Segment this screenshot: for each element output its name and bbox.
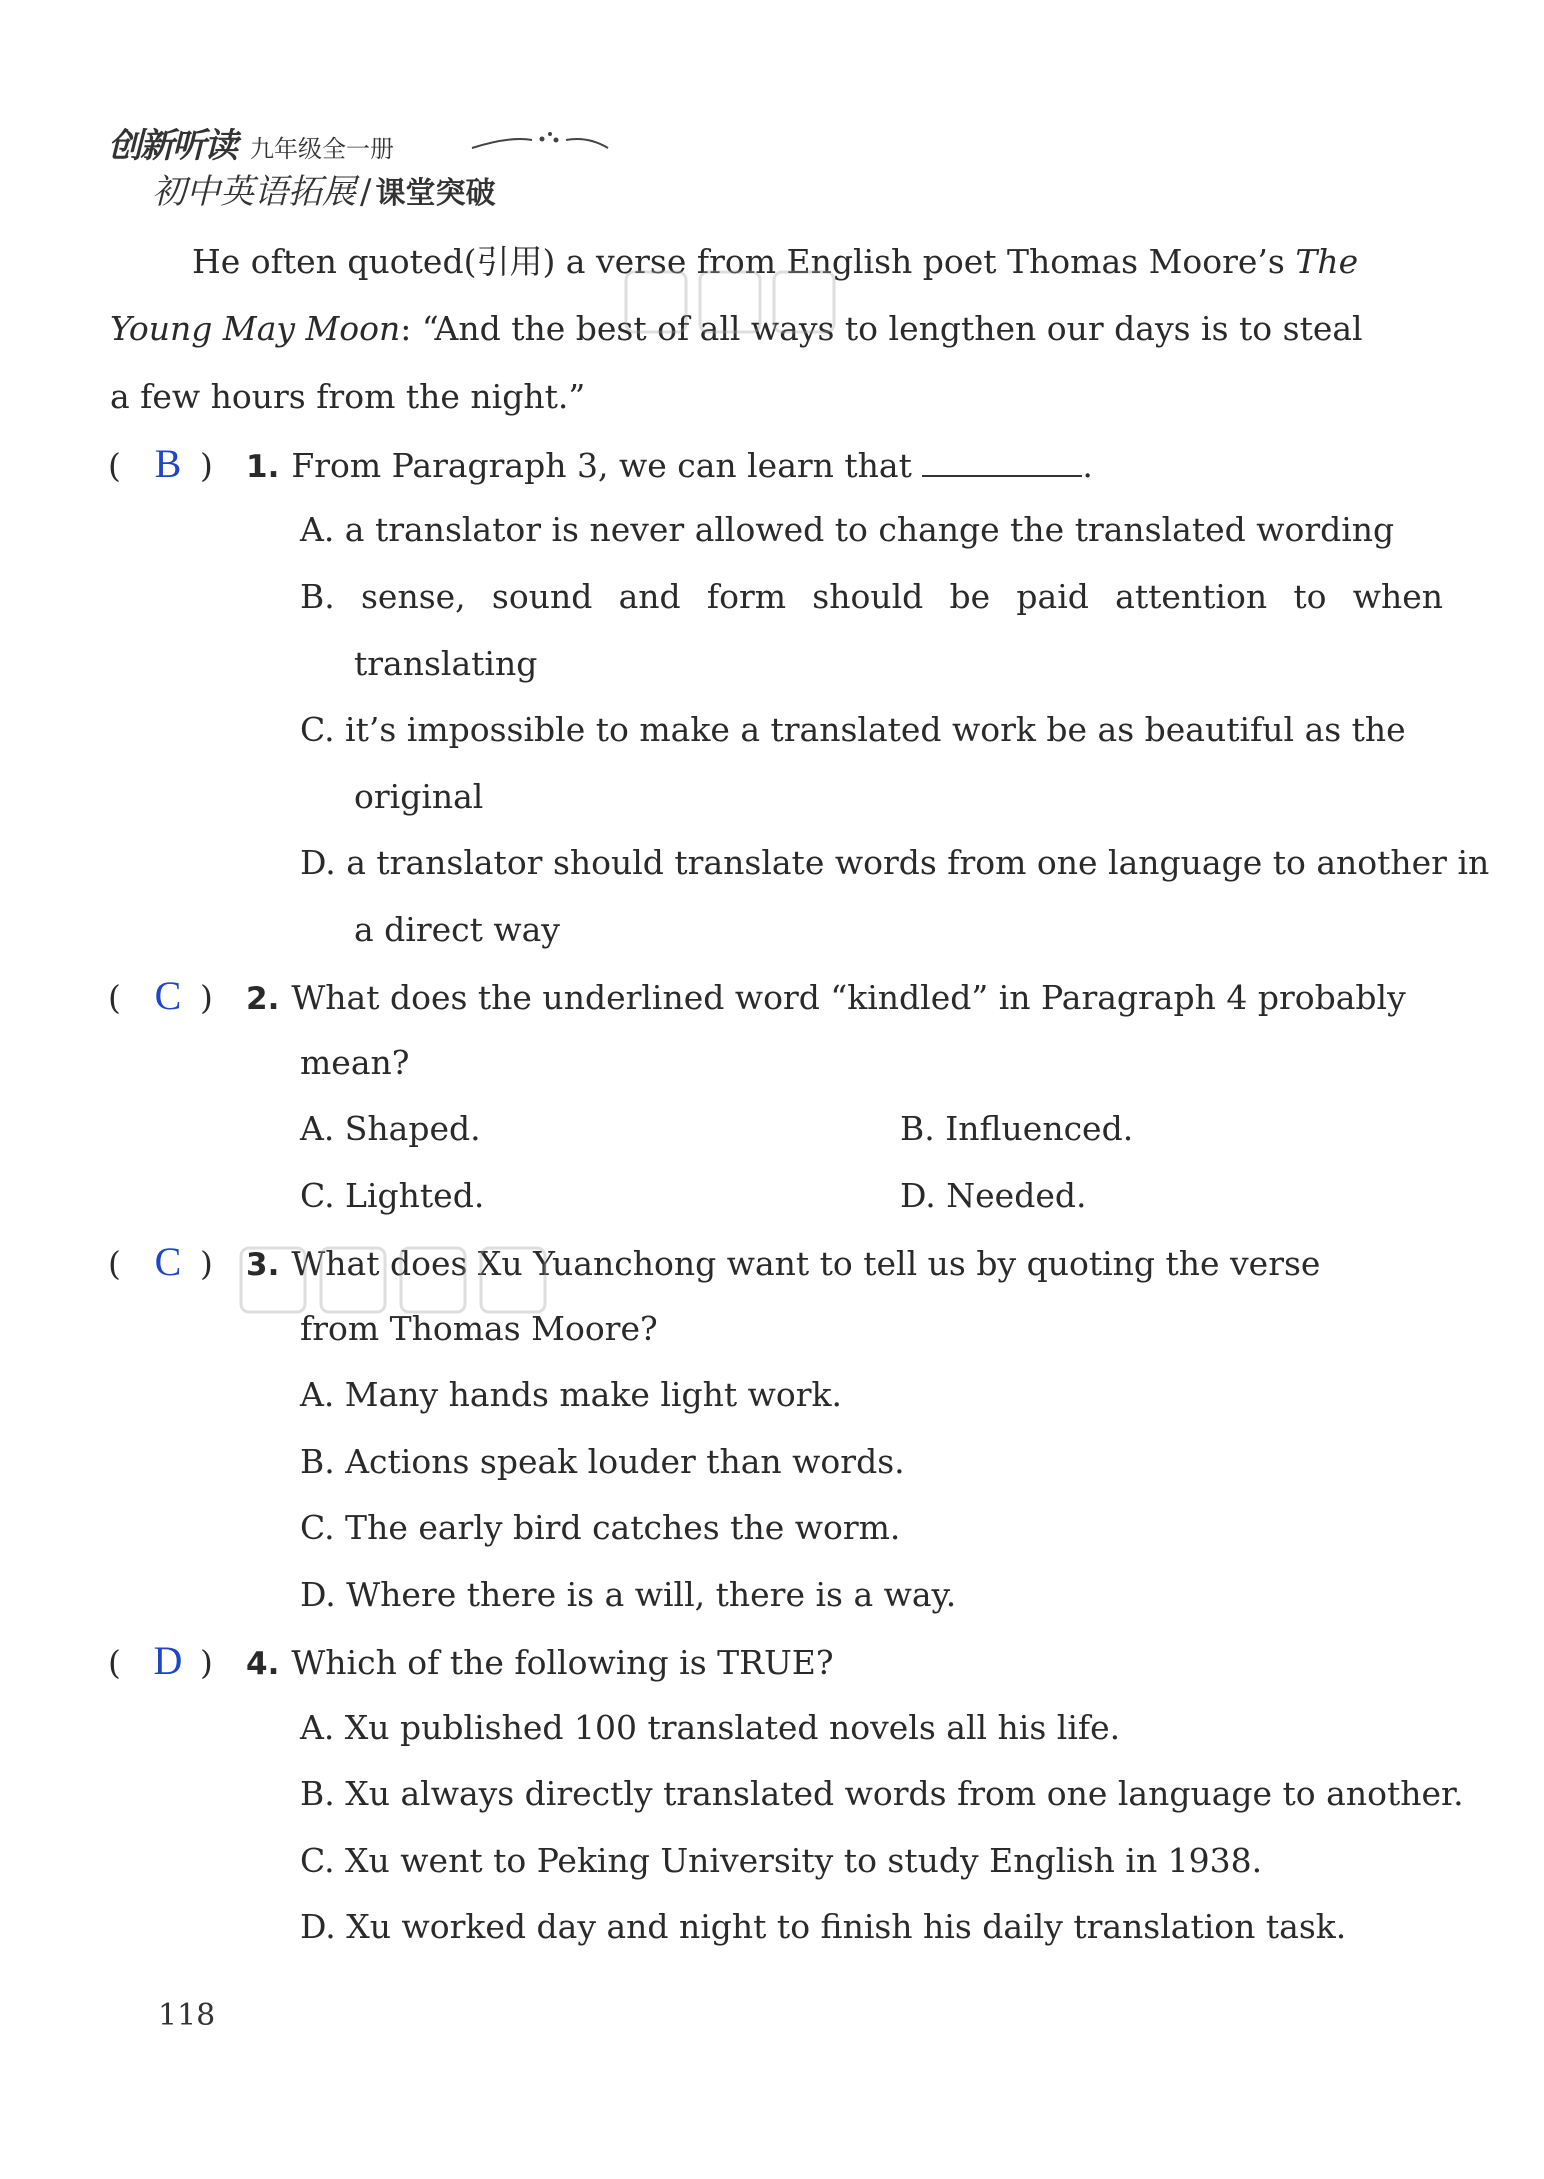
question-stem: Which of the following is TRUE?	[291, 1643, 834, 1682]
answer-blank	[922, 445, 1082, 477]
option-c: C. Xu went to Peking University to study English in 1938.	[300, 1841, 1263, 1880]
section-title: 课堂突破	[375, 176, 496, 211]
answer-bracket: ( C )	[108, 973, 213, 1018]
question-stem-cont: from Thomas Moore?	[300, 1309, 658, 1348]
option-a: A. Many hands make light work.	[300, 1375, 842, 1414]
question-stem-cont: mean?	[300, 1043, 410, 1082]
option-d: D. a translator should translate words from one language to another in	[300, 843, 1490, 882]
option-d: D. Needed.	[900, 1176, 1087, 1215]
answer-mark: B	[154, 441, 182, 486]
option-a: A. a translator is never allowed to change the translated wording	[300, 510, 1395, 549]
option-b-cont: translating	[354, 644, 538, 683]
option-a: A. Shaped.	[300, 1109, 481, 1148]
question-1: ( B ) 1. From Paragraph 3, we can learn that .	[108, 441, 1093, 486]
option-c: C. The early bird catches the worm.	[300, 1508, 901, 1547]
option-c: C. it’s impossible to make a translated work be as beautiful as the	[300, 710, 1406, 749]
question-stem: From Paragraph 3, we can learn that	[291, 446, 912, 485]
header-slash: ∕	[360, 172, 372, 212]
question-number: 3.	[246, 1247, 280, 1283]
watermark-icon	[235, 1240, 595, 1320]
header-ornament-icon	[470, 126, 610, 156]
subject-title: 初中英语拓展	[152, 172, 356, 212]
answer-mark: D	[153, 1638, 183, 1683]
answer-bracket: ( D )	[108, 1638, 213, 1683]
option-c: C. Lighted.	[300, 1176, 485, 1215]
passage-text: He often quoted(引用) a verse from English poet Thomas Moore’s	[192, 242, 1296, 281]
page-header-section	[152, 164, 495, 210]
poem-title-part: The	[1295, 242, 1359, 281]
grade-label: 九年级全一册	[250, 135, 394, 163]
passage-text: : “And the best of all ways to lengthen our days is to steal	[400, 309, 1363, 348]
option-text: B. sense, sound and form should be paid attention to when	[300, 577, 1443, 616]
question-2	[108, 974, 1443, 1021]
page-header-series	[108, 118, 394, 166]
question-stem: What does Xu Yuanchong want to tell us by quoting the verse	[291, 1244, 1321, 1283]
option-b: B. Actions speak louder than words.	[300, 1442, 905, 1481]
question-4	[108, 1639, 1443, 1686]
question-stem: What does the underlined word “kindled” in Paragraph 4 probably	[291, 978, 1406, 1017]
option-c-cont: original	[354, 777, 484, 816]
series-title: 创新听读	[108, 126, 236, 166]
question-number: 1.	[246, 449, 280, 485]
option-d: D. Xu worked day and night to finish his daily translation task.	[300, 1907, 1347, 1946]
answer-mark: C	[154, 973, 182, 1018]
option-d: D. Where there is a will, there is a way.	[300, 1575, 957, 1614]
poem-title-part: Young May Moon	[110, 309, 401, 348]
answer-mark: C	[154, 1239, 182, 1284]
passage-text: a few hours from the night.”	[110, 377, 586, 416]
option-b: B. Influenced.	[900, 1109, 1134, 1148]
option-a: A. Xu published 100 translated novels all his life.	[300, 1708, 1121, 1747]
option-b: B. Xu always directly translated words from one language to another.	[300, 1774, 1464, 1813]
option-b	[300, 575, 1443, 619]
answer-bracket: ( B )	[108, 441, 213, 486]
watermark-icon	[620, 262, 900, 342]
passage-line-3	[110, 375, 1443, 419]
page-number: 118	[158, 1998, 216, 2033]
answer-bracket: ( C )	[108, 1239, 213, 1284]
question-number: 2.	[246, 981, 280, 1017]
question-number: 4.	[246, 1646, 280, 1682]
option-d-cont: a direct way	[354, 910, 560, 949]
